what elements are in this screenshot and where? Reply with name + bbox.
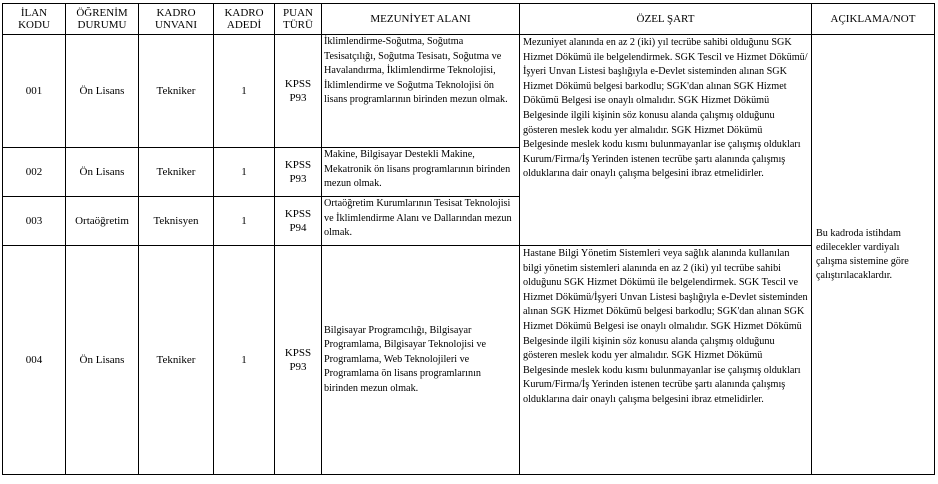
header-row	[3, 4, 935, 35]
ozel-sart-cell: Hastane Bilgi Yönetim Sistemleri veya sağlık alanında kullanılan bilgi yönetim sistemleri alanında en az 2 (iki) yıl tecrübe sahibi olduğunu SGK Hizmet Dökümü ile belgelendirmek. SGK Tescil ve Hizmet Dökümü/İşyeri Unvan Listesi başlığıyla e-Devlet sisteminden alınan SGK Hizmet Dökümü belgesi barkodlu; SGK'dan alınan SGK Hizmet Dökümü Belgesi ise onaylı olmalıdır. SGK Hizmet Dökümü Belgesinde ilgili kişinin söz konusu alanda çalışmış olduğunu gösteren meslek kodu yer almalıdır. SGK Hizmet Dökümü Belgesinde meslek kodu kısmı bulunmayanlar ise çalışmış oldukları Kurum/Firma/İş Yerinden istenen tecrübe şartı alanında çalışmış olduklarına dair onaylı çalışma belgesini ibraz etmelidirler.	[520, 246, 812, 475]
unvan-cell: Tekniker	[139, 246, 214, 475]
puan-cell: KPSS P94	[275, 197, 322, 246]
header-ilan-kodu: İLAN KODU	[3, 4, 66, 35]
ozel-sart-cell: Mezuniyet alanında en az 2 (iki) yıl tecrübe sahibi olduğunu SGK Hizmet Dökümü ile belgelendirmek. SGK Tescil ve Hizmet Dökümü/İşyeri Unvan Listesi başlığıyla e-Devlet sisteminden alınan SGK Hizmet Dökümü belgesi barkodlu; SGK'dan alınan SGK Hizmet Dökümü Belgesi ise onaylı olmalıdır. SGK Hizmet Dökümü Belgesinde ilgili kişinin söz konusu alanda çalışmış olduğunu gösteren meslek kodu yer almalıdır. SGK Hizmet Dökümü Belgesinde meslek kodu kısmı bulunmayanlar ise çalışmış oldukları Kurum/Firma/İş Yerinden istenen tecrübe şartı alanında çalışmış olduklarına dair onaylı çalışma belgesini ibraz etmelidirler.	[520, 35, 812, 246]
header-puan-turu: PUAN TÜRÜ	[275, 4, 322, 35]
mezuniyet-cell: Ortaöğretim Kurumlarının Tesisat Teknolojisi ve İklimlendirme Alanı ve Dallarından mezun olmak.	[322, 197, 520, 246]
table-row	[3, 35, 935, 148]
table-row	[3, 246, 935, 475]
aciklama-cell: Bu kadroda istihdam edilecekler vardiyalı çalışma sistemine göre çalıştırılacaklardır.	[812, 35, 935, 475]
ogrenim-cell: Ortaöğretim	[66, 197, 139, 246]
ilan-kodu-cell: 003	[3, 197, 66, 246]
puan-cell: KPSS P93	[275, 35, 322, 148]
unvan-cell: Teknisyen	[139, 197, 214, 246]
mezuniyet-cell: Bilgisayar Programcılığı, Bilgisayar Programlama, Bilgisayar Teknolojisi ve Programlama, Web Teknolojileri ve Programlama ön lisans programlarının birinden mezun olmak.	[322, 246, 520, 475]
header-mezuniyet-alani: MEZUNİYET ALANI	[322, 4, 520, 35]
ogrenim-cell: Ön Lisans	[66, 148, 139, 197]
adet-cell: 1	[214, 197, 275, 246]
unvan-cell: Tekniker	[139, 148, 214, 197]
ogrenim-cell: Ön Lisans	[66, 246, 139, 475]
mezuniyet-cell: İklimlendirme-Soğutma, Soğutma Tesisatçılığı, Soğutma Tesisatı, Soğutma ve Havalandırma, İklimlendirme Teknolojisi, İklimlendirme ve Soğutma Teknolojisi ön lisans programlarının birinden mezun olmak.	[322, 35, 520, 148]
ilan-kodu-cell: 004	[3, 246, 66, 475]
header-ozel-sart: ÖZEL ŞART	[520, 4, 812, 35]
ogrenim-cell: Ön Lisans	[66, 35, 139, 148]
puan-cell: KPSS P93	[275, 246, 322, 475]
ilan-kodu-cell: 001	[3, 35, 66, 148]
unvan-cell: Tekniker	[139, 35, 214, 148]
puan-cell: KPSS P93	[275, 148, 322, 197]
ilan-kodu-cell: 002	[3, 148, 66, 197]
adet-cell: 1	[214, 148, 275, 197]
header-aciklama: AÇIKLAMA/NOT	[812, 4, 935, 35]
ilan-table	[2, 3, 935, 475]
header-kadro-adedi: KADRO ADEDİ	[214, 4, 275, 35]
mezuniyet-cell: Makine, Bilgisayar Destekli Makine, Mekatronik ön lisans programlarının birinden mezun olmak.	[322, 148, 520, 197]
adet-cell: 1	[214, 246, 275, 475]
header-ogrenim-durumu: ÖĞRENİM DURUMU	[66, 4, 139, 35]
header-kadro-unvani: KADRO UNVANI	[139, 4, 214, 35]
adet-cell: 1	[214, 35, 275, 148]
